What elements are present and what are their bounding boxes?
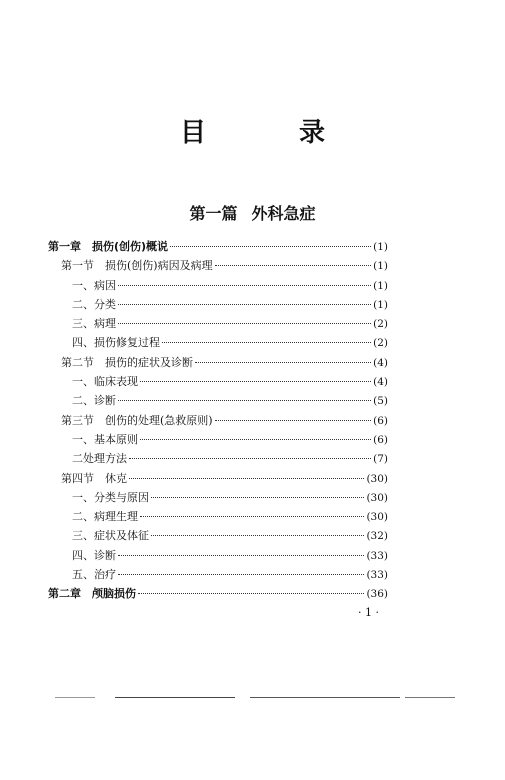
toc-entry-label: 第二章 颅脑损伤 (48, 587, 136, 601)
part-heading (0, 201, 505, 224)
toc-entry-page: (36) (366, 588, 388, 601)
toc-entry-page: (6) (373, 433, 388, 446)
toc-subsection-entry (48, 391, 388, 410)
toc-entry-page: (2) (373, 318, 388, 331)
toc-dot-leader (118, 285, 371, 286)
toc-entry-label: 一、临床表现 (72, 375, 138, 389)
toc-dot-leader (195, 362, 371, 363)
toc-entry-page: (1) (373, 260, 388, 273)
toc-entry-page: (4) (373, 376, 388, 389)
toc-entry-page: (30) (366, 491, 388, 504)
toc-entry-page: (1) (373, 241, 388, 253)
part-name: 外科急症 (251, 204, 316, 223)
toc-dot-leader (215, 265, 372, 266)
toc-subsection-entry (48, 276, 388, 295)
toc-entry-page: (6) (373, 414, 388, 427)
toc-entry-label: 二、病理生理 (72, 510, 138, 524)
toc-section-entry (48, 353, 388, 372)
toc-dot-leader (170, 246, 371, 247)
toc-dot-leader (129, 478, 364, 479)
toc-entry-label: 二、分类 (72, 297, 116, 311)
toc-section-entry (48, 411, 388, 430)
toc-entry-page: (33) (366, 549, 388, 562)
toc-subsection-entry (48, 449, 388, 468)
toc-entry-label: 一、病因 (72, 278, 116, 292)
toc-entry-page: (5) (373, 395, 388, 408)
toc-entry-label: 第一节 损伤(创伤)病因及病理 (61, 259, 213, 273)
toc-dot-leader (118, 323, 371, 324)
toc-entry-page: (1) (373, 298, 388, 311)
toc-subsection-entry (48, 333, 388, 352)
toc-entry-label: 第一章 损伤(创伤)概说 (48, 240, 169, 253)
toc-entry-label: 五、治疗 (72, 568, 116, 582)
toc-subsection-entry (48, 295, 388, 314)
page-title: 目 录 (179, 118, 368, 148)
toc-subsection-entry (48, 507, 388, 526)
toc-entry-page: (2) (373, 337, 388, 350)
toc-dot-leader (162, 342, 371, 343)
toc-entry-page: (33) (366, 569, 388, 582)
part-number: 第一篇 (189, 204, 238, 223)
toc-subsection-entry (48, 430, 388, 449)
toc-dot-leader (151, 497, 364, 498)
toc-section-entry (48, 469, 388, 488)
toc-subsection-entry (48, 565, 388, 584)
footer-rule (115, 697, 235, 698)
toc-chapter-entry (48, 584, 388, 603)
toc-subsection-entry (48, 372, 388, 391)
toc-subsection-entry (48, 488, 388, 507)
toc-subsection-entry (48, 526, 388, 545)
toc-entry-label: 第三节 创伤的处理(急救原则) (61, 413, 213, 427)
toc-entry-page: (4) (373, 356, 388, 369)
toc-dot-leader (140, 516, 364, 517)
footer-rule (405, 697, 455, 698)
toc-entry-label: 三、病理 (72, 317, 116, 331)
toc-dot-leader (215, 420, 372, 421)
footer-rule (250, 697, 400, 698)
footer-rule (55, 697, 95, 698)
toc-entry-label: 一、分类与原因 (72, 490, 149, 504)
toc-entry-page: (7) (373, 453, 388, 466)
toc-entry-page: (30) (366, 472, 388, 485)
toc-dot-leader (151, 535, 364, 536)
toc-entry-label: 四、诊断 (72, 548, 116, 562)
toc-entry-label: 第四节 休克 (61, 471, 127, 485)
toc-dot-leader (140, 381, 371, 382)
toc-entry-label: 第二节 损伤的症状及诊断 (61, 355, 193, 369)
toc-entry-label: 一、基本原则 (72, 432, 138, 446)
toc-entry-label: 四、损伤修复过程 (72, 336, 160, 350)
toc-dot-leader (118, 304, 371, 305)
toc-entry-label: 三、症状及体征 (72, 529, 149, 543)
toc-chapter-entry (48, 237, 388, 256)
toc-dot-leader (129, 458, 371, 459)
toc-entry-page: (30) (366, 511, 388, 524)
toc-subsection-entry (48, 314, 388, 333)
toc-dot-leader (118, 574, 364, 575)
toc-dot-leader (118, 555, 364, 556)
toc-entry-label: 二、诊断 (72, 394, 116, 408)
toc-dot-leader (138, 593, 364, 594)
toc-section-entry (48, 256, 388, 275)
toc-entry-label: 二处理方法 (72, 452, 127, 466)
toc-entry-page: (1) (373, 279, 388, 292)
toc-subsection-entry (48, 546, 388, 565)
toc-dot-leader (140, 439, 371, 440)
page-number: · 1 · (358, 606, 379, 619)
table-of-contents (48, 237, 388, 604)
toc-entry-page: (32) (366, 530, 388, 543)
toc-dot-leader (118, 400, 371, 401)
